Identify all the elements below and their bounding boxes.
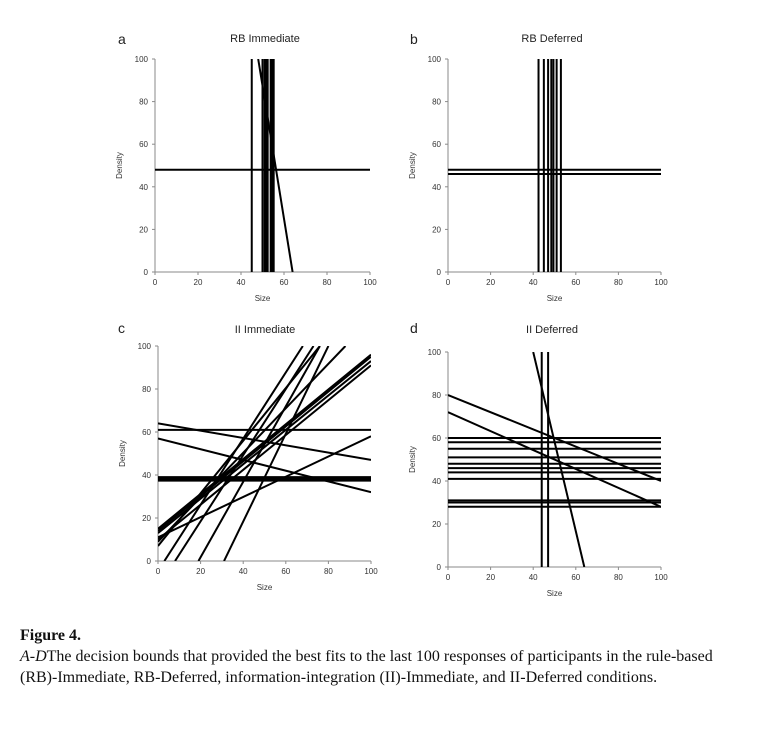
y-tick-label: 80 (432, 391, 441, 400)
x-tick-label: 20 (193, 278, 203, 287)
y-tick-label: 20 (142, 514, 151, 523)
decision-bound-line (224, 346, 328, 561)
x-tick-label: 60 (279, 278, 289, 287)
x-tick-label: 40 (528, 573, 538, 582)
x-axis-label: Size (546, 589, 563, 598)
y-axis-label: Density (115, 152, 124, 179)
chart-panel-a (115, 31, 377, 303)
y-tick-label: 80 (139, 97, 148, 107)
y-tick-label: 60 (142, 428, 151, 437)
x-axis-label: Size (546, 294, 563, 303)
y-tick-label: 20 (432, 225, 441, 235)
decision-bounds (158, 346, 371, 561)
chart-title: II Immediate (234, 324, 296, 336)
y-tick-label: 40 (142, 471, 151, 480)
x-tick-label: 80 (613, 278, 623, 287)
y-tick-label: 60 (432, 140, 441, 150)
y-tick-label: 100 (427, 348, 441, 357)
panel-letter: b (410, 31, 418, 47)
decision-bounds (448, 59, 661, 272)
caption-italic-prefix: A-D (20, 648, 47, 665)
panel-letter: d (410, 320, 418, 336)
decision-bound-line (164, 346, 302, 561)
chart-title: II Deferred (526, 324, 578, 336)
x-axis-label: Size (256, 583, 273, 592)
y-tick-label: 40 (432, 477, 441, 486)
x-tick-label: 0 (152, 278, 158, 287)
x-tick-label: 100 (654, 278, 668, 287)
x-tick-label: 20 (486, 278, 496, 287)
x-tick-label: 80 (323, 567, 333, 576)
y-tick-label: 40 (432, 182, 441, 192)
y-tick-label: 0 (143, 268, 148, 277)
x-tick-label: 0 (155, 567, 161, 576)
y-tick-label: 100 (137, 342, 151, 351)
x-axis-label: Size (254, 294, 271, 303)
x-tick-label: 80 (613, 573, 623, 582)
y-tick-label: 80 (432, 97, 441, 107)
caption-text: The decision bounds that provided the best fits to the last 100 responses of participants in the rule-based (RB)-Immediate, RB-Deferred, information-integration (II)-Immediate, and II-Deferred conditions. (20, 648, 713, 686)
decision-bound-line (158, 355, 371, 529)
y-tick-label: 0 (436, 268, 441, 277)
x-tick-label: 20 (196, 567, 206, 576)
x-tick-label: 20 (486, 573, 496, 582)
y-tick-label: 0 (146, 557, 151, 566)
x-tick-label: 0 (445, 278, 451, 287)
x-tick-label: 80 (322, 278, 332, 287)
panel-letter: c (118, 320, 125, 336)
y-tick-label: 100 (427, 55, 441, 64)
x-tick-label: 60 (281, 567, 291, 576)
x-tick-label: 0 (445, 573, 451, 582)
y-axis-label: Density (408, 152, 417, 179)
caption-heading: Figure 4. (20, 627, 82, 644)
y-tick-label: 0 (436, 563, 441, 572)
x-tick-label: 100 (363, 278, 377, 287)
x-tick-label: 40 (528, 278, 538, 287)
y-tick-label: 20 (139, 225, 148, 235)
chart-panel-b (408, 31, 668, 303)
y-tick-label: 60 (139, 140, 148, 150)
x-tick-label: 100 (654, 573, 668, 582)
y-tick-label: 40 (139, 182, 148, 192)
y-tick-label: 20 (432, 520, 441, 529)
y-axis-label: Density (408, 446, 417, 473)
y-tick-label: 100 (134, 55, 148, 64)
chart-title: RB Deferred (521, 33, 583, 45)
panel-letter: a (118, 31, 126, 47)
x-tick-label: 40 (236, 278, 246, 287)
figure-caption (20, 625, 750, 688)
x-tick-label: 100 (364, 567, 378, 576)
decision-bounds (155, 59, 370, 272)
chart-panel-c (118, 320, 378, 592)
chart-panel-d (408, 320, 668, 598)
y-axis-label: Density (118, 440, 127, 467)
x-tick-label: 40 (238, 567, 248, 576)
decision-bound-line (448, 412, 661, 507)
x-tick-label: 60 (571, 278, 581, 287)
decision-bound-line (175, 346, 313, 561)
decision-bounds (448, 352, 661, 567)
y-tick-label: 60 (432, 434, 441, 443)
y-tick-label: 80 (142, 385, 151, 394)
x-tick-label: 60 (571, 573, 581, 582)
chart-title: RB Immediate (230, 33, 300, 45)
